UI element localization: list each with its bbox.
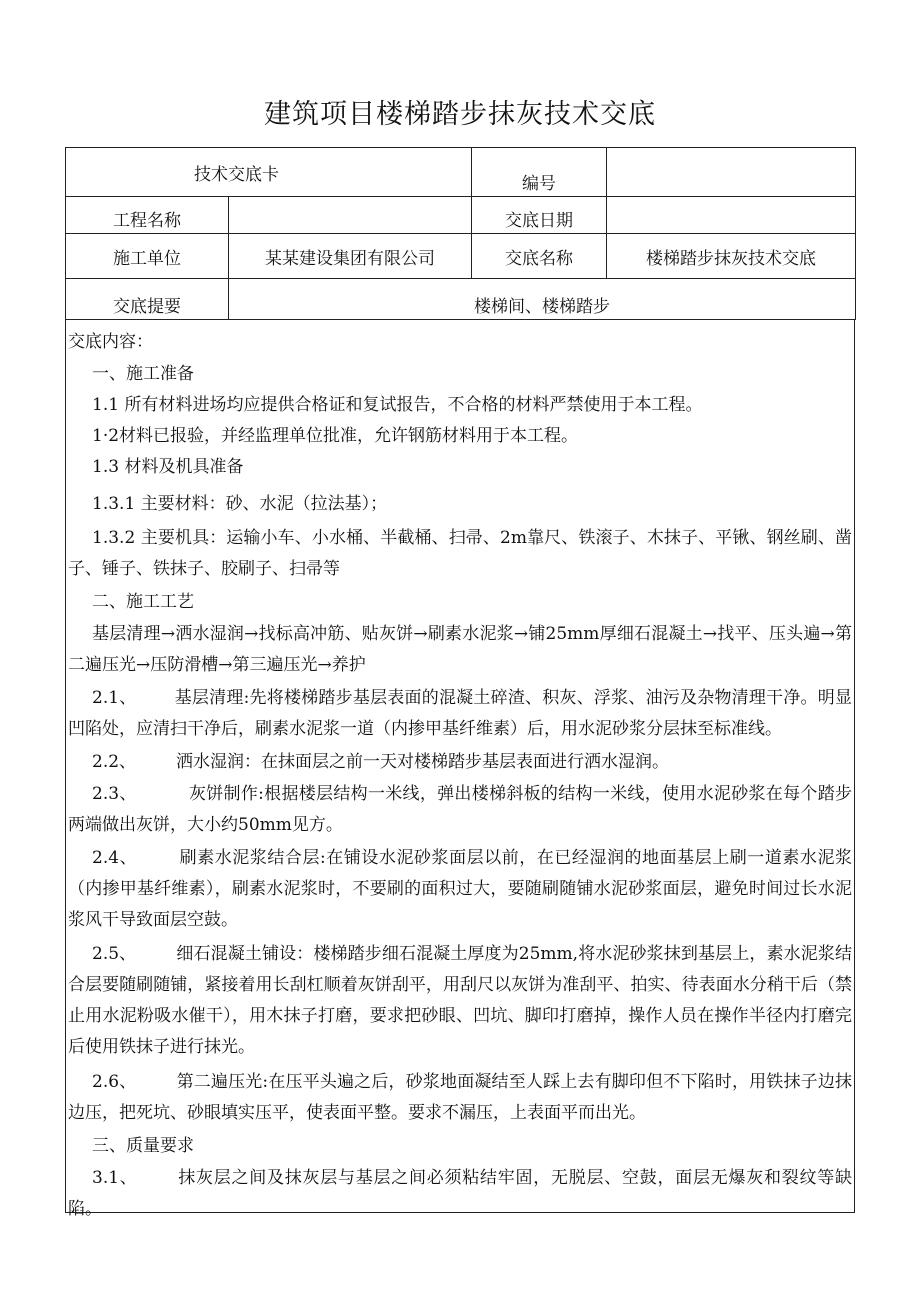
content-box bbox=[65, 319, 855, 1219]
item-2-1-number: 2.1、 bbox=[92, 688, 137, 708]
item-2-3-number: 2.3、 bbox=[92, 784, 137, 804]
item-2-5-number: 2.5、 bbox=[92, 944, 137, 964]
item-2-1 bbox=[68, 683, 852, 745]
section-3-heading: 三、质量要求 bbox=[92, 1136, 194, 1156]
item-2-6 bbox=[68, 1067, 852, 1129]
item-2-5-text: 细石混凝土铺设：楼梯踏步细石混凝土厚度为25mm,将水泥砂浆抹到基层上，素水泥浆结合层要随刷随铺，紧接着用长刮杠顺着灰饼刮平，用刮尺以灰饼为准刮平、拍实、待表面水分稍干后（禁止用水泥粉吸水催干），用木抹子打磨，要求把砂眼、凹坑、脚印打磨掉，操作人员在操作半径内打磨完后使用铁抹子进行抹光。 bbox=[68, 944, 852, 1057]
item-2-3 bbox=[68, 779, 852, 841]
summary-label-cell bbox=[66, 279, 229, 320]
document-title: 建筑项目楼梯踏步抹灰技术交底 bbox=[264, 99, 656, 130]
unit-label: 施工单位 bbox=[66, 234, 229, 279]
project-label-cell bbox=[66, 197, 229, 234]
number-label: 编号 bbox=[522, 174, 556, 194]
item-2-2-text: 洒水湿润：在抹面层之前一天对楼梯踏步基层表面进行洒水湿润。 bbox=[176, 752, 670, 772]
item-1-2: 1·2材料已报验，并经监理单位批准，允许钢筋材料用于本工程。 bbox=[92, 426, 579, 446]
date-value bbox=[607, 197, 856, 234]
item-2-4-text: 刷素水泥浆结合层:在铺设水泥砂浆面层以前，在已经湿润的地面基层上刷一道素水泥浆（内掺甲基纤维素），刷素水泥浆时，不要刷的面积过大，要随刷随铺水泥砂浆面层，避免时间过长水泥浆风干导致面层空鼓。 bbox=[68, 848, 852, 930]
section-1-heading: 一、施工准备 bbox=[92, 364, 194, 384]
item-1-3: 1.3 材料及机具准备 bbox=[92, 457, 244, 477]
item-2-4 bbox=[68, 843, 852, 936]
item-2-6-text: 第二遍压光:在压平头遍之后，砂浆地面凝结至人踩上去有脚印但不下陷时，用铁抹子边抹边压，把死坑、砂眼填实压平，使表面平整。要求不漏压，上表面平而出光。 bbox=[68, 1072, 852, 1123]
process-flow: 基层清理→洒水湿润→找标高冲筋、贴灰饼→刷素水泥浆→铺25mm厚细石混凝土→找平、压头遍→第二遍压光→压防滑槽→第三遍压光→养护 bbox=[68, 624, 852, 675]
name-label: 交底名称 bbox=[472, 234, 607, 279]
date-label: 交底日期 bbox=[505, 211, 573, 231]
header-table bbox=[65, 147, 856, 320]
card-title: 技术交底卡 bbox=[66, 148, 472, 197]
item-2-5 bbox=[68, 939, 852, 1063]
unit-value: 某某建设集团有限公司 bbox=[229, 234, 472, 279]
summary-value: 楼梯间、楼梯踏步 bbox=[474, 297, 610, 317]
item-1-1: 1.1 所有材料进场均应提供合格证和复试报告，不合格的材料严禁使用于本工程。 bbox=[92, 395, 703, 415]
item-2-3-text: 灰饼制作:根据楼层结构一米线，弹出楼梯斜板的结构一米线，使用水泥砂浆在每个踏步两端做出灰饼，大小约50mm见方。 bbox=[68, 784, 852, 835]
item-2-4-number: 2.4、 bbox=[92, 848, 138, 868]
item-1-3-1: 1.3.1 主要材料：砂、水泥（拉法基）； bbox=[92, 494, 388, 514]
summary-value-cell bbox=[229, 279, 856, 320]
content-intro: 交底内容： bbox=[68, 332, 153, 352]
name-value: 楼梯踏步抹灰技术交底 bbox=[607, 234, 856, 279]
number-value bbox=[607, 148, 856, 197]
summary-label: 交底提要 bbox=[113, 297, 181, 317]
item-2-2-number: 2.2、 bbox=[92, 752, 137, 772]
item-3-1-text: 抹灰层之间及抹灰层与基层之间必须粘结牢固，无脱层、空鼓，面层无爆灰和裂纹等缺陷。 bbox=[68, 1168, 853, 1219]
project-value bbox=[229, 197, 472, 234]
date-label-cell bbox=[472, 197, 607, 234]
item-2-6-number: 2.6、 bbox=[92, 1072, 137, 1092]
item-3-1 bbox=[68, 1163, 852, 1225]
item-2-1-text: 基层清理:先将楼梯踏步基层表面的混凝土碎渣、积灰、浮浆、油污及杂物清理干净。明显凹陷处，应清扫干净后，刷素水泥浆一道（内掺甲基纤维素）后，用水泥砂浆分层抹至标准线。 bbox=[68, 688, 852, 739]
item-2-2 bbox=[68, 747, 852, 778]
item-1-3-2: 1.3.2 主要机具：运输小车、小水桶、半截桶、扫帚、2m靠尺、铁滚子、木抹子、平锹、钢丝刷、凿子、锤子、铁抹子、胶刷子、扫帚等 bbox=[68, 528, 852, 579]
project-label: 工程名称 bbox=[113, 211, 181, 231]
number-label-cell bbox=[472, 148, 607, 197]
section-2-heading: 二、施工工艺 bbox=[92, 592, 194, 612]
item-3-1-number: 3.1、 bbox=[92, 1168, 138, 1188]
